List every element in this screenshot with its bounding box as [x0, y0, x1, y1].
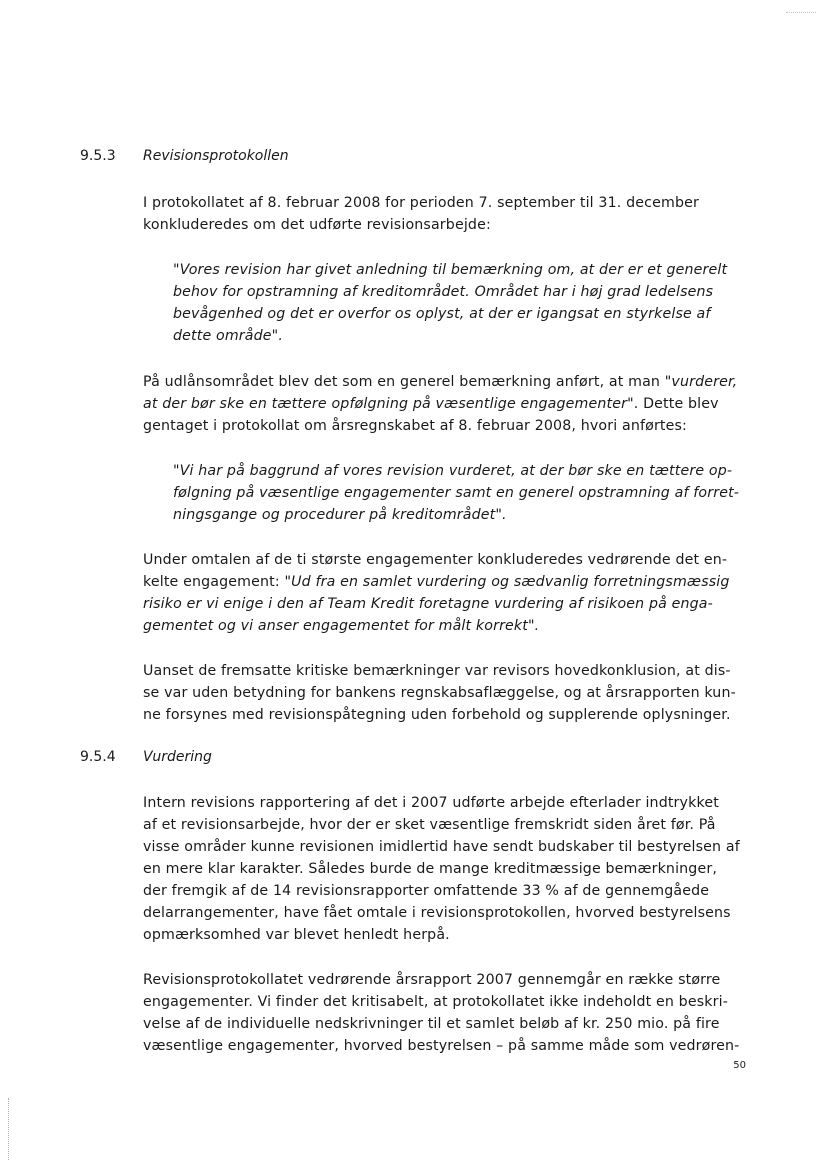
quote-line: bevågenhed og det er overfor os oplyst, at der er igangsat en styrkelse af	[173, 306, 711, 322]
text-line	[143, 571, 753, 593]
text-run: På udlånsområdet blev det som en generel bemærkning anført, at man	[143, 374, 665, 390]
text-line: se var uden betydning for bankens regnskabsaflæggelse, og at årsrapporten kun-	[143, 685, 736, 701]
text-line: væsentlige engagementer, hvorved bestyrelsen – på samme måde som vedrøren-	[143, 1038, 740, 1054]
inline-quote: "vurderer,	[664, 374, 738, 390]
quote-line: behov for opstramning af kreditområdet. Området har i høj grad ledelsens	[173, 284, 714, 300]
text-line: visse områder kunne revisionen imidlertid have sendt budskaber til bestyrelsen af	[143, 839, 740, 855]
text-line: gementet og vi anser engagementet for målt korrekt".	[143, 618, 540, 634]
block-quote	[173, 460, 753, 526]
quote-line: dette område".	[173, 328, 283, 344]
scan-artifact	[786, 12, 816, 13]
quote-line: følgning på væsentlige engagementer samt en generel opstramning af forret-	[173, 485, 740, 501]
text-line	[143, 393, 753, 415]
paragraph	[143, 192, 753, 236]
paragraph	[143, 969, 753, 1057]
section-number: 9.5.3	[80, 148, 116, 164]
scan-artifact	[8, 1098, 10, 1160]
paragraph	[143, 792, 753, 946]
text-line: engagementer. Vi finder det kritisabelt, at protokollatet ikke indeholdt en beskri-	[143, 994, 728, 1010]
paragraph	[143, 660, 753, 726]
inline-quote: "Ud fra en samlet vurdering og sædvanlig forretningsmæssig	[284, 574, 730, 590]
text-line: konkluderedes om det udførte revisionsarbejde:	[143, 217, 491, 233]
text-line: ne forsynes med revisionspåtegning uden forbehold og supplerende oplysninger.	[143, 707, 731, 723]
section-title: Revisionsprotokollen	[143, 148, 289, 164]
section-number: 9.5.4	[80, 749, 116, 765]
text-line: Uanset de fremsatte kritiske bemærkninger var revisors hovedkonklusion, at dis-	[143, 663, 731, 679]
quote-line: ningsgange og procedurer på kreditområdet".	[173, 507, 507, 523]
paragraph	[143, 371, 753, 437]
paragraph	[143, 549, 753, 637]
text-line	[143, 371, 753, 393]
text-line: velse af de individuelle nedskrivninger til et samlet beløb af kr. 250 mio. på fire	[143, 1016, 720, 1032]
text-run: . Dette blev	[633, 396, 719, 412]
quote-line: "Vi har på baggrund af vores revision vurderet, at der bør ske en tættere op-	[173, 463, 733, 479]
page-number: 50	[733, 1060, 746, 1071]
section-title: Vurdering	[143, 749, 212, 765]
text-run: kelte engagement:	[143, 574, 285, 590]
quote-line: "Vores revision har givet anledning til bemærkning om, at der er et generelt	[173, 262, 728, 278]
text-line: risiko er vi enige i den af Team Kredit foretagne vurdering af risikoen på enga-	[143, 596, 713, 612]
text-line: der fremgik af de 14 revisionsrapporter omfattende 33 % af de gennemgåede	[143, 883, 710, 899]
section-heading-9-5-4	[80, 746, 212, 768]
text-line: Intern revisions rapportering af det i 2007 udførte arbejde efterlader indtrykket	[143, 795, 719, 811]
section-heading-9-5-3	[80, 145, 289, 167]
text-line: en mere klar karakter. Således burde de mange kreditmæssige bemærkninger,	[143, 861, 717, 877]
text-line: Under omtalen af de ti største engagementer konkluderedes vedrørende det en-	[143, 552, 728, 568]
text-line: af et revisionsarbejde, hvor der er sket væsentlige fremskridt siden året før. På	[143, 817, 716, 833]
text-line: Revisionsprotokollatet vedrørende årsrapport 2007 gennemgår en række større	[143, 972, 721, 988]
text-line: gentaget i protokollat om årsregnskabet af 8. februar 2008, hvori anførtes:	[143, 418, 687, 434]
text-line: opmærksomhed var blevet henledt herpå.	[143, 927, 450, 943]
text-line: I protokollatet af 8. februar 2008 for perioden 7. september til 31. december	[143, 195, 699, 211]
inline-quote: at der bør ske en tættere opfølgning på væsentlige engagementer"	[143, 396, 634, 412]
block-quote	[173, 259, 753, 347]
text-line: delarrangementer, have fået omtale i revisionsprotokollen, hvorved bestyrelsens	[143, 905, 731, 921]
